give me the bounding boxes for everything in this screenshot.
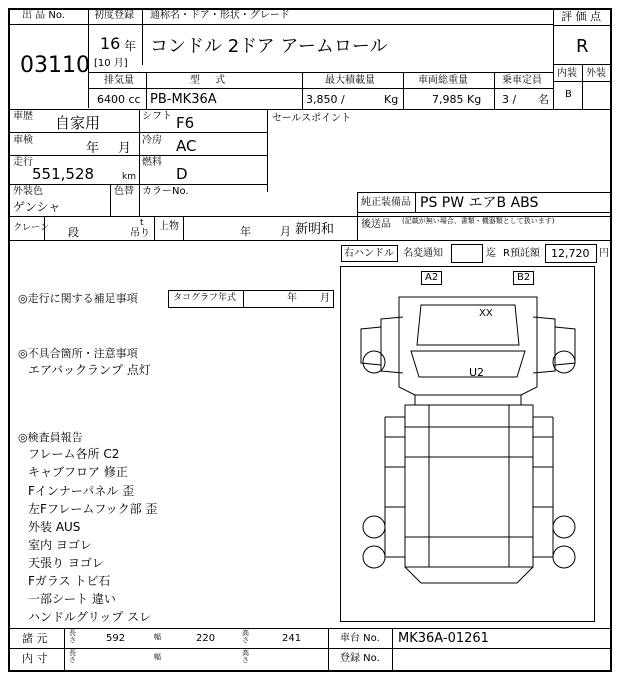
lot-no-label: 出 品 No. (22, 10, 65, 21)
r-price-label: R預託額 (503, 248, 540, 259)
truck-outline (341, 267, 596, 623)
divider (415, 192, 416, 212)
tacho-month: 月 (320, 293, 330, 304)
body-month: 月 (280, 225, 291, 238)
divider (302, 72, 303, 109)
divider (146, 72, 147, 109)
color-code-label: カラーNo. (142, 186, 189, 197)
divider (267, 109, 268, 192)
ac-value: AC (176, 137, 197, 155)
divider (392, 628, 393, 670)
max-load-label: 最大積載量 (325, 75, 375, 86)
inspector-item: Fガラス トビ石 (28, 574, 111, 588)
divider (154, 216, 155, 240)
exterior-color-label: 外装色 (13, 186, 43, 197)
interior-score: B (565, 89, 572, 100)
inspector-item: 外装 AUS (28, 520, 81, 534)
divider (553, 81, 610, 82)
chassis-label: 車台 No. (340, 633, 380, 644)
tacho-label: タコグラフ年式 (173, 293, 237, 303)
month-value: [10 月] (94, 58, 128, 69)
damage-mark-a2: A2 (421, 271, 442, 285)
crane-lift: 吊り (130, 228, 150, 239)
r-price-value: 12,720 (551, 247, 590, 260)
exterior-color-value: ゲンシャ (13, 200, 61, 214)
model-value: PB-MK36A (150, 92, 217, 107)
inspector-item: 室内 ヨゴレ (28, 538, 92, 552)
divider (357, 192, 358, 240)
divider (142, 8, 143, 65)
divider (88, 88, 553, 89)
crane-stage: 段 (68, 226, 79, 239)
divider (494, 72, 495, 109)
interior-length-label: 長さ (69, 649, 76, 665)
divider (139, 109, 140, 216)
chassis-value: MK36A-01261 (398, 631, 489, 646)
divider (10, 109, 610, 110)
vehicle-diagram (340, 266, 595, 622)
carry-label: 迄 (486, 248, 496, 259)
inspector-item: キャブフロア 修正 (28, 465, 128, 479)
divider (582, 64, 583, 109)
inspection-label: 車検 (13, 135, 33, 146)
gross-weight-label: 車両総重量 (418, 75, 468, 86)
height-label: 高さ (242, 629, 249, 645)
defects-title: ◎不具合箇所・注意事項 (18, 347, 138, 360)
divider (243, 290, 244, 308)
divider (64, 628, 65, 670)
year-unit: 年 (124, 39, 137, 53)
displacement-label: 排気量 (104, 75, 134, 86)
shift-label: シフト (142, 111, 172, 122)
fuel-label: 燃料 (142, 157, 162, 168)
registration-label: 登録 No. (340, 653, 380, 664)
divider (10, 24, 88, 25)
name-change-label: 名変通知 (403, 248, 443, 259)
length-label: 長さ (69, 629, 76, 645)
capacity-unit: 名 (538, 93, 549, 106)
divider (183, 216, 184, 240)
ac-label: 冷房 (142, 135, 162, 146)
crane-label: クレーン (13, 223, 49, 233)
divider (10, 132, 267, 133)
width-value: 220 (196, 633, 216, 644)
body-label: 上物 (159, 221, 179, 232)
height-value: 241 (282, 633, 302, 644)
eval-label: 評 価 点 (561, 10, 601, 23)
vehicle-name: コンドル 2ドア アームロール (150, 36, 388, 57)
damage-mark-b2: B2 (513, 271, 534, 285)
divider (10, 155, 267, 156)
mileage-value: 551,528 (32, 165, 95, 183)
eval-score: R (576, 36, 589, 57)
divider (403, 72, 404, 109)
yen-label: 円 (599, 248, 609, 259)
inspector-item: フレーム各所 C2 (28, 447, 120, 461)
capacity-value: 3 / (502, 93, 517, 106)
tacho-year: 年 (287, 293, 297, 304)
color-change-label: 色替 (114, 186, 134, 197)
history-value: 自家用 (55, 114, 101, 132)
width-label: 幅 (154, 633, 161, 641)
sales-point-label: セールスポイント (272, 113, 352, 124)
divider (10, 628, 610, 629)
name-label: 通称名・ドア・形状・グレード (150, 10, 290, 21)
divider (88, 72, 553, 73)
inspector-item: ハンドルグリップ スレ (28, 610, 152, 624)
inspector-title: ◎検査員報告 (18, 431, 83, 444)
damage-mark-u2: U2 (469, 366, 485, 379)
lot-no: 03110 (20, 53, 90, 78)
defect-item: エアバックランプ 点灯 (28, 363, 151, 377)
interior-width-label: 幅 (154, 653, 161, 661)
history-label: 車歴 (13, 111, 33, 122)
max-load-value: 3,850 / (306, 93, 345, 106)
fuel-value: D (176, 165, 188, 183)
mileage-label: 走行 (13, 157, 33, 168)
inspection-year: 年 (86, 141, 100, 156)
inspector-item: 天張り ヨゴレ (28, 556, 104, 570)
inspection-month: 月 (118, 141, 132, 156)
crane-ton: t (140, 218, 144, 228)
supplement-title: ◎走行に関する補足事項 (18, 292, 138, 305)
displacement-value: 6400 cc (97, 93, 141, 106)
capacity-label: 乗車定員 (502, 75, 542, 86)
year-value: 16 (100, 34, 121, 53)
mileage-unit: km (122, 172, 136, 182)
length-value: 592 (106, 633, 126, 644)
first-reg-label: 初度登録 (94, 10, 134, 21)
max-load-unit: Kg (384, 93, 399, 106)
equipment-value: PS PW エアB ABS (420, 195, 539, 211)
damage-mark-xx: XX (479, 308, 493, 319)
divider (553, 8, 554, 109)
interior-height-label: 高さ (242, 649, 249, 665)
divider (553, 25, 610, 26)
inspector-item: Fインナーパネル 歪 (28, 484, 135, 498)
dims-label: 諸 元 (22, 632, 48, 645)
body-maker: 新明和 (295, 222, 335, 237)
divider (10, 648, 610, 649)
body-year: 年 (240, 225, 251, 238)
name-change-box (451, 244, 483, 263)
model-label: 型 式 (190, 75, 232, 86)
right-hand-label: 右ハンドル (344, 248, 394, 259)
exterior-score-label: 外装 (586, 68, 606, 79)
aftermarket-label: 後送品 (361, 219, 391, 230)
inspector-item: 一部シート 違い (28, 592, 116, 606)
shift-value: F6 (176, 114, 195, 132)
divider (357, 212, 610, 213)
inspector-item: 左Fフレームフック部 歪 (28, 502, 158, 516)
divider (357, 192, 610, 193)
equipment-label: 純正装備品 (361, 197, 411, 208)
divider (10, 240, 610, 241)
gross-weight-value: 7,985 Kg (432, 93, 482, 106)
divider (110, 184, 111, 216)
aftermarket-note: (記載が無い場合、書類・機器類として扱います) (402, 217, 555, 225)
interior-dims-label: 内 寸 (22, 652, 48, 665)
divider (328, 628, 329, 670)
divider (88, 24, 553, 25)
divider (10, 184, 267, 185)
interior-score-label: 内装 (557, 68, 577, 79)
